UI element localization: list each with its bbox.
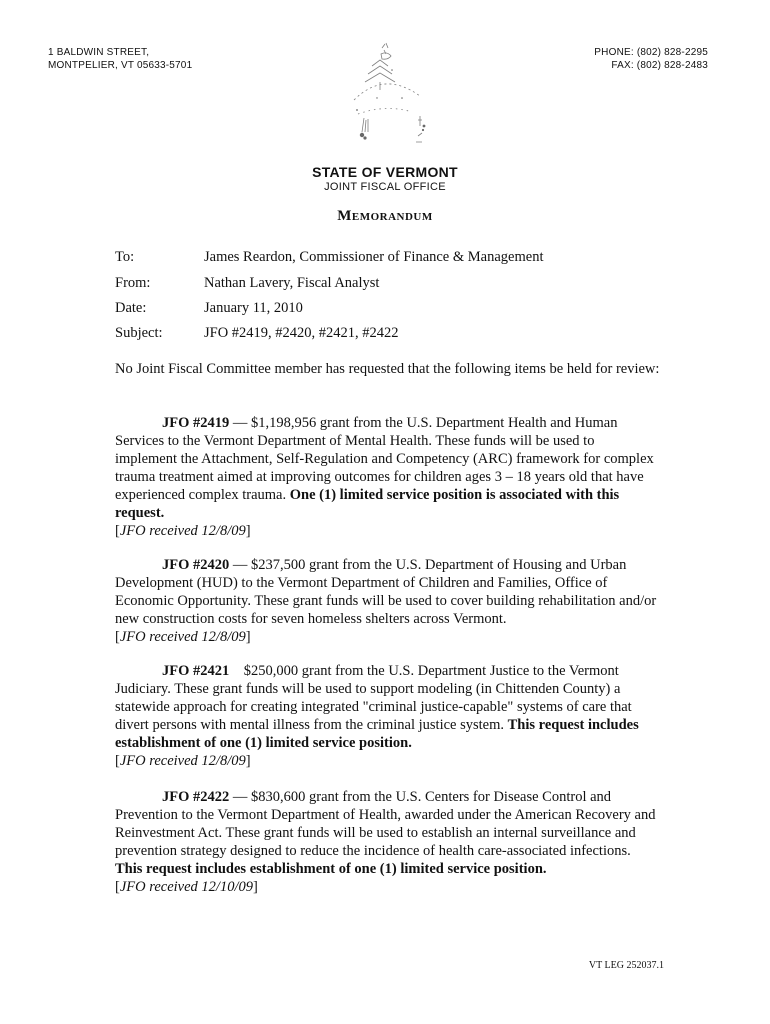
address-line-2: MONTPELIER, VT 05633-5701 [48, 60, 193, 71]
bracket-close: ] [245, 629, 251, 645]
jfo-item-2421 [115, 662, 660, 770]
item-separator: — [229, 415, 252, 431]
bracket-open: [ [115, 629, 120, 645]
jfo-item-2422 [115, 788, 660, 896]
bracket-close: ] [245, 753, 251, 769]
address-line-1: 1 BALDWIN STREET, [48, 47, 150, 58]
item-received [115, 522, 660, 540]
to-label: To: [115, 249, 135, 265]
item-body: $1,198,956 grant from the U.S. Department Health and Human Services to the Vermont Department of Mental Health. These funds will be used to implement the Attachment, Self-Regulation and Competency (ARC) framework for complex trauma treatment aimed at improving outcomes for children ages 3 – 18 years old that have experienced complex trauma. [115, 415, 654, 503]
item-received [115, 878, 660, 896]
memo-to-row [115, 248, 543, 266]
jfo-item-2420 [115, 556, 660, 646]
bracket-close: ] [252, 879, 258, 895]
date-label: Date: [115, 300, 147, 316]
date-value: January 11, 2010 [204, 300, 303, 316]
item-bold-note: This request includes establishment of one (1) limited service position. [115, 717, 639, 751]
item-bold-note: This request includes establishment of one (1) limited service position. [115, 861, 547, 877]
bracket-open: [ [115, 879, 120, 895]
from-value: Nathan Lavery, Fiscal Analyst [204, 275, 380, 291]
item-paragraph [115, 414, 660, 522]
letterhead-address [48, 46, 192, 72]
jfo-item-2419 [115, 414, 660, 540]
document-id: VT LEG 252037.1 [588, 960, 664, 971]
received-date: JFO received 12/10/09 [119, 879, 253, 895]
received-date: JFO received 12/8/09 [119, 753, 246, 769]
item-id: JFO #2419 [162, 415, 230, 431]
item-separator: — [229, 557, 252, 573]
bracket-close: ] [245, 523, 251, 539]
item-body: $250,000 grant from the U.S. Department Justice to the Vermont Judiciary. These grant funds will be used to support modeling (in Chittenden County) a statewide approach for creating integrated "criminal justice-capable" systems of care that divert persons with mental illness from the criminal justice system. [115, 663, 632, 733]
office-name: JOINT FISCAL OFFICE [324, 181, 446, 193]
from-label: From: [115, 275, 151, 291]
memo-intro: No Joint Fiscal Committee member has requested that the following items be held for review: [115, 361, 660, 377]
item-bold-note: One (1) limited service position is associated with this request. [115, 487, 620, 521]
bracket-open: [ [115, 523, 120, 539]
item-separator: — [229, 789, 252, 805]
subject-value: JFO #2419, #2420, #2421, #2422 [204, 325, 399, 341]
item-received [115, 752, 660, 770]
item-separator [229, 663, 244, 679]
received-date: JFO received 12/8/09 [119, 629, 246, 645]
item-body: $830,600 grant from the U.S. Centers for Disease Control and Prevention to the Vermont Department of Health, awarded under the American Recovery and Reinvestment Act. These grant funds will be used to establish an internal surveillance and prevention strategy designed to reduce the incidence of health care-associated infections. [115, 789, 656, 859]
fax-number: FAX: (802) 828-2483 [611, 60, 708, 71]
item-paragraph [115, 788, 660, 878]
item-body: $237,500 grant from the U.S. Department of Housing and Urban Development (HUD) to the Vermont Department of Children and Families, Office of Economic Opportunity. These grant funds will be used to cover building rehabilitation and/or new construction costs for seven homeless shelters across Vermont. [115, 557, 657, 627]
state-title: STATE OF VERMONT [312, 164, 458, 180]
item-paragraph [115, 556, 660, 628]
state-seal-icon [332, 40, 442, 152]
item-paragraph [115, 662, 660, 752]
bracket-open: [ [115, 753, 120, 769]
memo-subject-row [115, 324, 399, 342]
letterhead-contact [594, 46, 708, 72]
subject-label: Subject: [115, 325, 163, 341]
received-date: JFO received 12/8/09 [119, 523, 246, 539]
item-id: JFO #2422 [162, 789, 230, 805]
memo-from-row [115, 274, 379, 292]
to-value: James Reardon, Commissioner of Finance & Management [204, 249, 544, 265]
item-received [115, 628, 660, 646]
memo-date-row [115, 299, 303, 317]
item-id: JFO #2421 [162, 663, 230, 679]
item-id: JFO #2420 [162, 557, 230, 573]
memo-title: Memorandum [337, 208, 433, 224]
phone-number: PHONE: (802) 828-2295 [594, 47, 708, 58]
